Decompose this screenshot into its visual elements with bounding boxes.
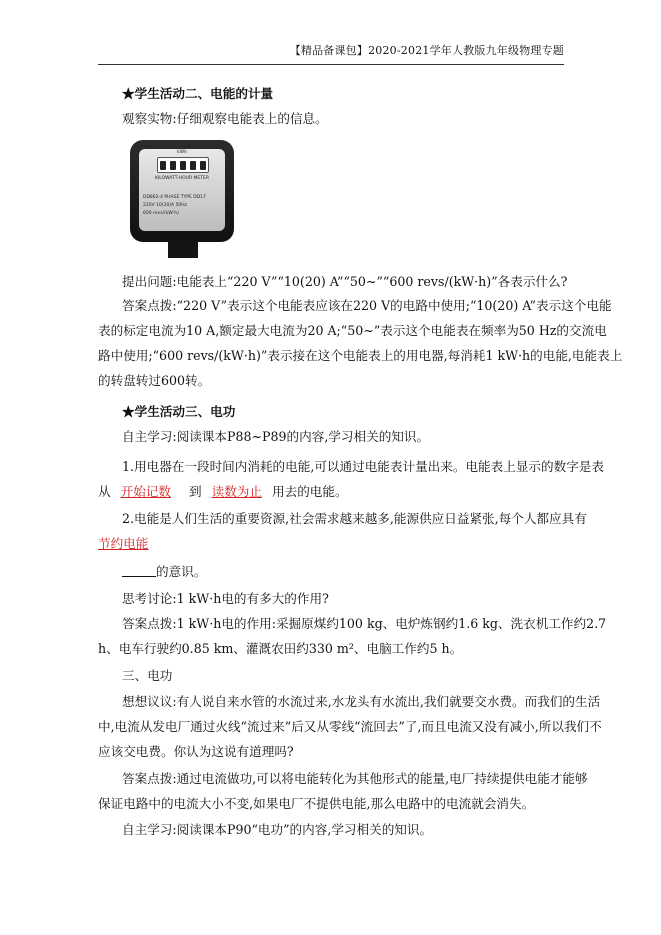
meter-type: DD862-4 PHASE TYPE DD17 [143, 195, 206, 200]
item1-line1: 1.用电器在一段时间内消耗的电能,可以通过电能表计量出来。电能表上显示的数字是表 [122, 459, 604, 474]
meter-unit-label: kWh [177, 150, 187, 155]
item1-answer-end: 读数为止 [211, 484, 262, 499]
discussion-answer-line1: 答案点拨:1 kW·h电的作用:采掘原煤约100 kg、电炉炼钢约1.6 kg、洗衣机工作约2.7 [122, 616, 607, 631]
section3-title: 三、电功 [122, 668, 173, 683]
question-text: 提出问题:电能表上“220 V”“10(20) A”“50~”“600 revs/(kW·h)”各表示什么? [122, 274, 568, 289]
meter-counter [157, 157, 209, 173]
item2-blank [122, 564, 156, 577]
meter-window [139, 149, 225, 231]
section3-selfstudy: 自主学习:阅读课本P90“电功”的内容,学习相关的知识。 [122, 822, 433, 837]
item2-tail-line [122, 563, 206, 581]
page-header: 【精品备课包】2020-2021学年人教版九年级物理专题 [98, 42, 564, 65]
item1-answer-start: 开始记数 [120, 484, 171, 499]
answer1-line1: 答案点拨:“220 V”表示这个电能表应该在220 V的电路中使用;“10(20) A”表示这个电能 [122, 298, 612, 313]
discussion-answer-line2: h、电车行驶约0.85 km、灌溉农田约330 m²、电脑工作约5 h。 [98, 641, 463, 656]
meter-rating: 220V 10(20)A 50Hz [143, 203, 188, 208]
meter-digit [190, 161, 196, 170]
meter-title: KILOWATT-HOUR METER [155, 176, 209, 181]
item2-tail: 的意识。 [156, 564, 207, 579]
meter-digit [170, 161, 176, 170]
answer1-line2: 表的标定电流为10 A,额定最大电流为20 A;“50~”表示这个电能表在频率为50 Hz的交流电 [98, 323, 607, 338]
item1-from: 从 [98, 484, 111, 499]
item1-end: 用去的电能。 [272, 484, 348, 499]
meter-terminal-block [168, 240, 198, 258]
answer1-line4: 的转盘转过600转。 [98, 373, 211, 388]
think-line1: 想想议议:有人说自来水管的水流过来,水龙头有水流出,我们就要交水费。而我们的生活 [122, 694, 601, 709]
observe-text: 观察实物:仔细观察电能表上的信息。 [122, 111, 328, 126]
meter-casing [130, 140, 234, 242]
meter-digit [180, 161, 186, 170]
item1-line2 [98, 483, 348, 501]
electric-meter-image [130, 140, 234, 258]
item2-line1: 2.电能是人们生活的重要资源,社会需求越来越多,能源供应日益紧张,每个人都应具有 [122, 511, 587, 526]
activity3-title: ★学生活动三、电功 [122, 404, 236, 419]
item1-to: 到 [189, 484, 202, 499]
meter-digit [200, 161, 206, 170]
answer1-line3: 路中使用;“600 revs/(kW·h)”表示接在这个电能表上的用电器,每消耗1 kW·h的电能,电能表上 [98, 348, 623, 363]
activity2-title: ★学生活动二、电能的计量 [122, 86, 274, 101]
section3-answer-line2: 保证电路中的电流大小不变,如果电厂不提供电能,那么电路中的电流就会消失。 [98, 796, 535, 811]
activity3-selfstudy: 自主学习:阅读课本P88~P89的内容,学习相关的知识。 [122, 429, 430, 444]
section3-answer-line1: 答案点拨:通过电流做功,可以将电能转化为其他形式的能量,电厂持续提供电能才能够 [122, 771, 588, 786]
meter-revs: 600 revs/(kW·h) [143, 211, 179, 216]
discussion-question: 思考讨论:1 kW·h电的有多大的作用? [122, 591, 329, 606]
meter-digit [160, 161, 166, 170]
think-line2: 中,电流从发电厂通过火线“流过来”后又从零线“流回去”了,而且电流又没有减小,所以我们不 [98, 719, 602, 734]
item2-answer: 节约电能 [98, 536, 149, 551]
think-line3: 应该交电费。你认为这说有道理吗? [98, 744, 294, 759]
